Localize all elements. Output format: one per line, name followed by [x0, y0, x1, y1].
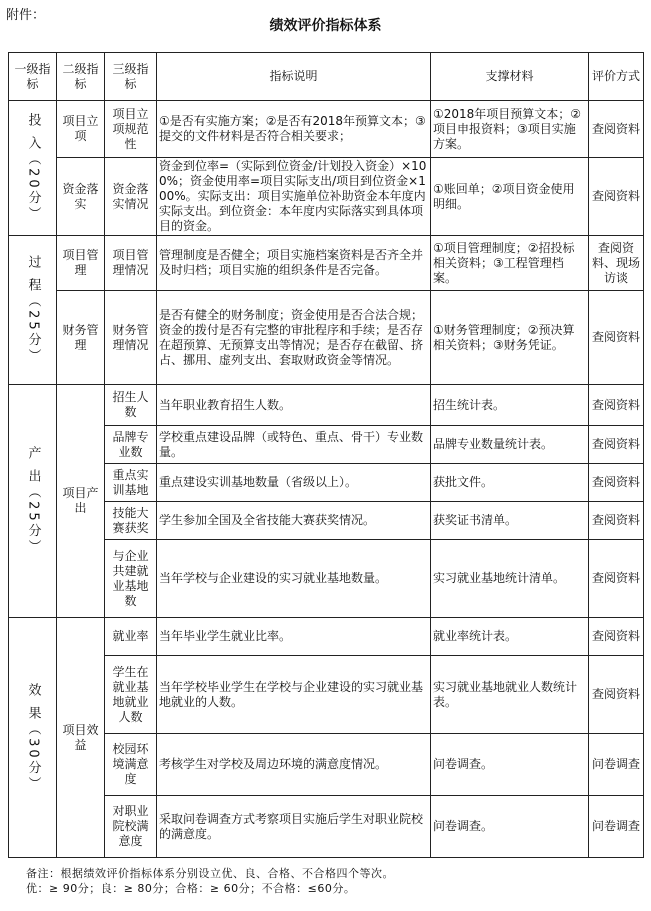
table-row	[9, 385, 644, 426]
evaluation-method: 查阅资料	[589, 464, 644, 502]
level3-indicator: 对职业院校满意度	[105, 796, 157, 858]
level1-indicator	[9, 236, 57, 385]
evaluation-method: 查阅资料、现场访谈	[589, 236, 644, 291]
evaluation-method: 问卷调查	[589, 796, 644, 858]
evaluation-method: 查阅资料	[589, 291, 644, 385]
evaluation-method: 查阅资料	[589, 385, 644, 426]
level1-indicator	[9, 101, 57, 236]
supporting-materials: 问卷调查。	[431, 796, 589, 858]
level3-indicator: 项目管理情况	[105, 236, 157, 291]
level1-indicator-text: 过 程（25分）	[25, 255, 41, 365]
level2-indicator: 项目立项	[57, 101, 105, 158]
header-materials: 支撑材料	[431, 53, 589, 101]
indicator-description: ①是否有实施方案；②是否有2018年预算文本；③提交的文件材料是否符合相关要求；	[157, 101, 431, 158]
table-row	[9, 540, 644, 618]
indicator-description: 是否有健全的财务制度；资金使用是否合法合规；资金的拨付是否有完整的审批程序和手续；是否存在超预算、无预算支出等情况；是否存在截留、挤占、挪用、虚列支出、套取财政资金等情况。	[157, 291, 431, 385]
level3-indicator: 项目立项规范性	[105, 101, 157, 158]
level3-indicator: 品牌专业数	[105, 426, 157, 464]
table-row	[9, 502, 644, 540]
indicator-description: 资金到位率=（实际到位资金/计划投入资金）×100%；资金使用率=项目实际支出/项目到位资金×100%。实际支出：项目实施单位补助资金本年度内实际支出。到位资金：本年度内实际落实到具体项目的资金。	[157, 158, 431, 236]
table-row	[9, 101, 644, 158]
indicator-description: 当年职业教育招生人数。	[157, 385, 431, 426]
table-row	[9, 291, 644, 385]
level2-indicator: 资金落实	[57, 158, 105, 236]
supporting-materials: 获批文件。	[431, 464, 589, 502]
supporting-materials: ①账回单；②项目资金使用明细。	[431, 158, 589, 236]
evaluation-method: 查阅资料	[589, 426, 644, 464]
supporting-materials: ①项目管理制度；②招投标相关资料；③工程管理档案。	[431, 236, 589, 291]
level1-indicator	[9, 618, 57, 858]
level2-indicator: 财务管理	[57, 291, 105, 385]
supporting-materials: 就业率统计表。	[431, 618, 589, 656]
indicator-description: 当年学校与企业建设的实习就业基地数量。	[157, 540, 431, 618]
indicator-description: 学生参加全国及全省技能大赛获奖情况。	[157, 502, 431, 540]
table-row	[9, 656, 644, 734]
level1-indicator-text: 效 果（30分）	[25, 682, 41, 793]
table-row	[9, 618, 644, 656]
indicator-description: 管理制度是否健全；项目实施档案资料是否齐全并及时归档；项目实施的组织条件是否完备。	[157, 236, 431, 291]
evaluation-method: 问卷调查	[589, 734, 644, 796]
document-title: 绩效评价指标体系	[269, 18, 382, 34]
indicator-table	[8, 52, 644, 858]
level3-indicator: 就业率	[105, 618, 157, 656]
level3-indicator: 招生人数	[105, 385, 157, 426]
header-level2: 二级指标	[57, 53, 105, 101]
level3-indicator: 技能大赛获奖	[105, 502, 157, 540]
header-level1: 一级指标	[9, 53, 57, 101]
table-row	[9, 426, 644, 464]
evaluation-method: 查阅资料	[589, 656, 644, 734]
supporting-materials: 获奖证书清单。	[431, 502, 589, 540]
table-row	[9, 464, 644, 502]
supporting-materials: 问卷调查。	[431, 734, 589, 796]
table-row	[9, 158, 644, 236]
supporting-materials: 实习就业基地统计清单。	[431, 540, 589, 618]
indicator-description: 考核学生对学校及周边环境的满意度情况。	[157, 734, 431, 796]
level2-indicator: 项目效益	[57, 618, 105, 858]
footnote-line: 优：≥ 90分；良：≥ 80分；合格：≥ 60分；不合格：≤60分。	[26, 882, 356, 895]
header-level3: 三级指标	[105, 53, 157, 101]
attachment-label: 附件：	[6, 8, 46, 23]
level1-indicator-text: 投 入（20分）	[25, 113, 41, 223]
supporting-materials: ①财务管理制度；②预决算相关资料；③财务凭证。	[431, 291, 589, 385]
table-row	[9, 734, 644, 796]
level3-indicator: 财务管理情况	[105, 291, 157, 385]
table-row	[9, 796, 644, 858]
indicator-description: 学校重点建设品牌（或特色、重点、骨干）专业数量。	[157, 426, 431, 464]
level2-indicator: 项目管理	[57, 236, 105, 291]
header-description: 指标说明	[157, 53, 431, 101]
level1-indicator-text: 产 出（25分）	[25, 446, 41, 556]
table-row	[9, 236, 644, 291]
header-method: 评价方式	[589, 53, 644, 101]
evaluation-method: 查阅资料	[589, 618, 644, 656]
indicator-description: 采取问卷调查方式考察项目实施后学生对职业院校的满意度。	[157, 796, 431, 858]
table-header-row	[9, 53, 644, 101]
supporting-materials: ①2018年项目预算文本；②项目申报资料；③项目实施方案。	[431, 101, 589, 158]
level3-indicator: 学生在就业基地就业人数	[105, 656, 157, 734]
evaluation-method: 查阅资料	[589, 502, 644, 540]
supporting-materials: 品牌专业数量统计表。	[431, 426, 589, 464]
level3-indicator: 与企业共建就业基地数	[105, 540, 157, 618]
level3-indicator: 重点实训基地	[105, 464, 157, 502]
evaluation-method: 查阅资料	[589, 540, 644, 618]
footnote	[26, 866, 394, 896]
level2-indicator: 项目产出	[57, 385, 105, 618]
footnote-line: 备注：根据绩效评价指标体系分别设立优、良、合格、不合格四个等次。	[26, 867, 394, 880]
level1-indicator	[9, 385, 57, 618]
supporting-materials: 实习就业基地就业人数统计表。	[431, 656, 589, 734]
level3-indicator: 校园环境满意度	[105, 734, 157, 796]
indicator-description: 重点建设实训基地数量（省级以上）。	[157, 464, 431, 502]
indicator-description: 当年毕业学生就业比率。	[157, 618, 431, 656]
supporting-materials: 招生统计表。	[431, 385, 589, 426]
level3-indicator: 资金落实情况	[105, 158, 157, 236]
evaluation-method: 查阅资料	[589, 101, 644, 158]
indicator-description: 当年学校毕业学生在学校与企业建设的实习就业基地就业的人数。	[157, 656, 431, 734]
evaluation-method: 查阅资料	[589, 158, 644, 236]
